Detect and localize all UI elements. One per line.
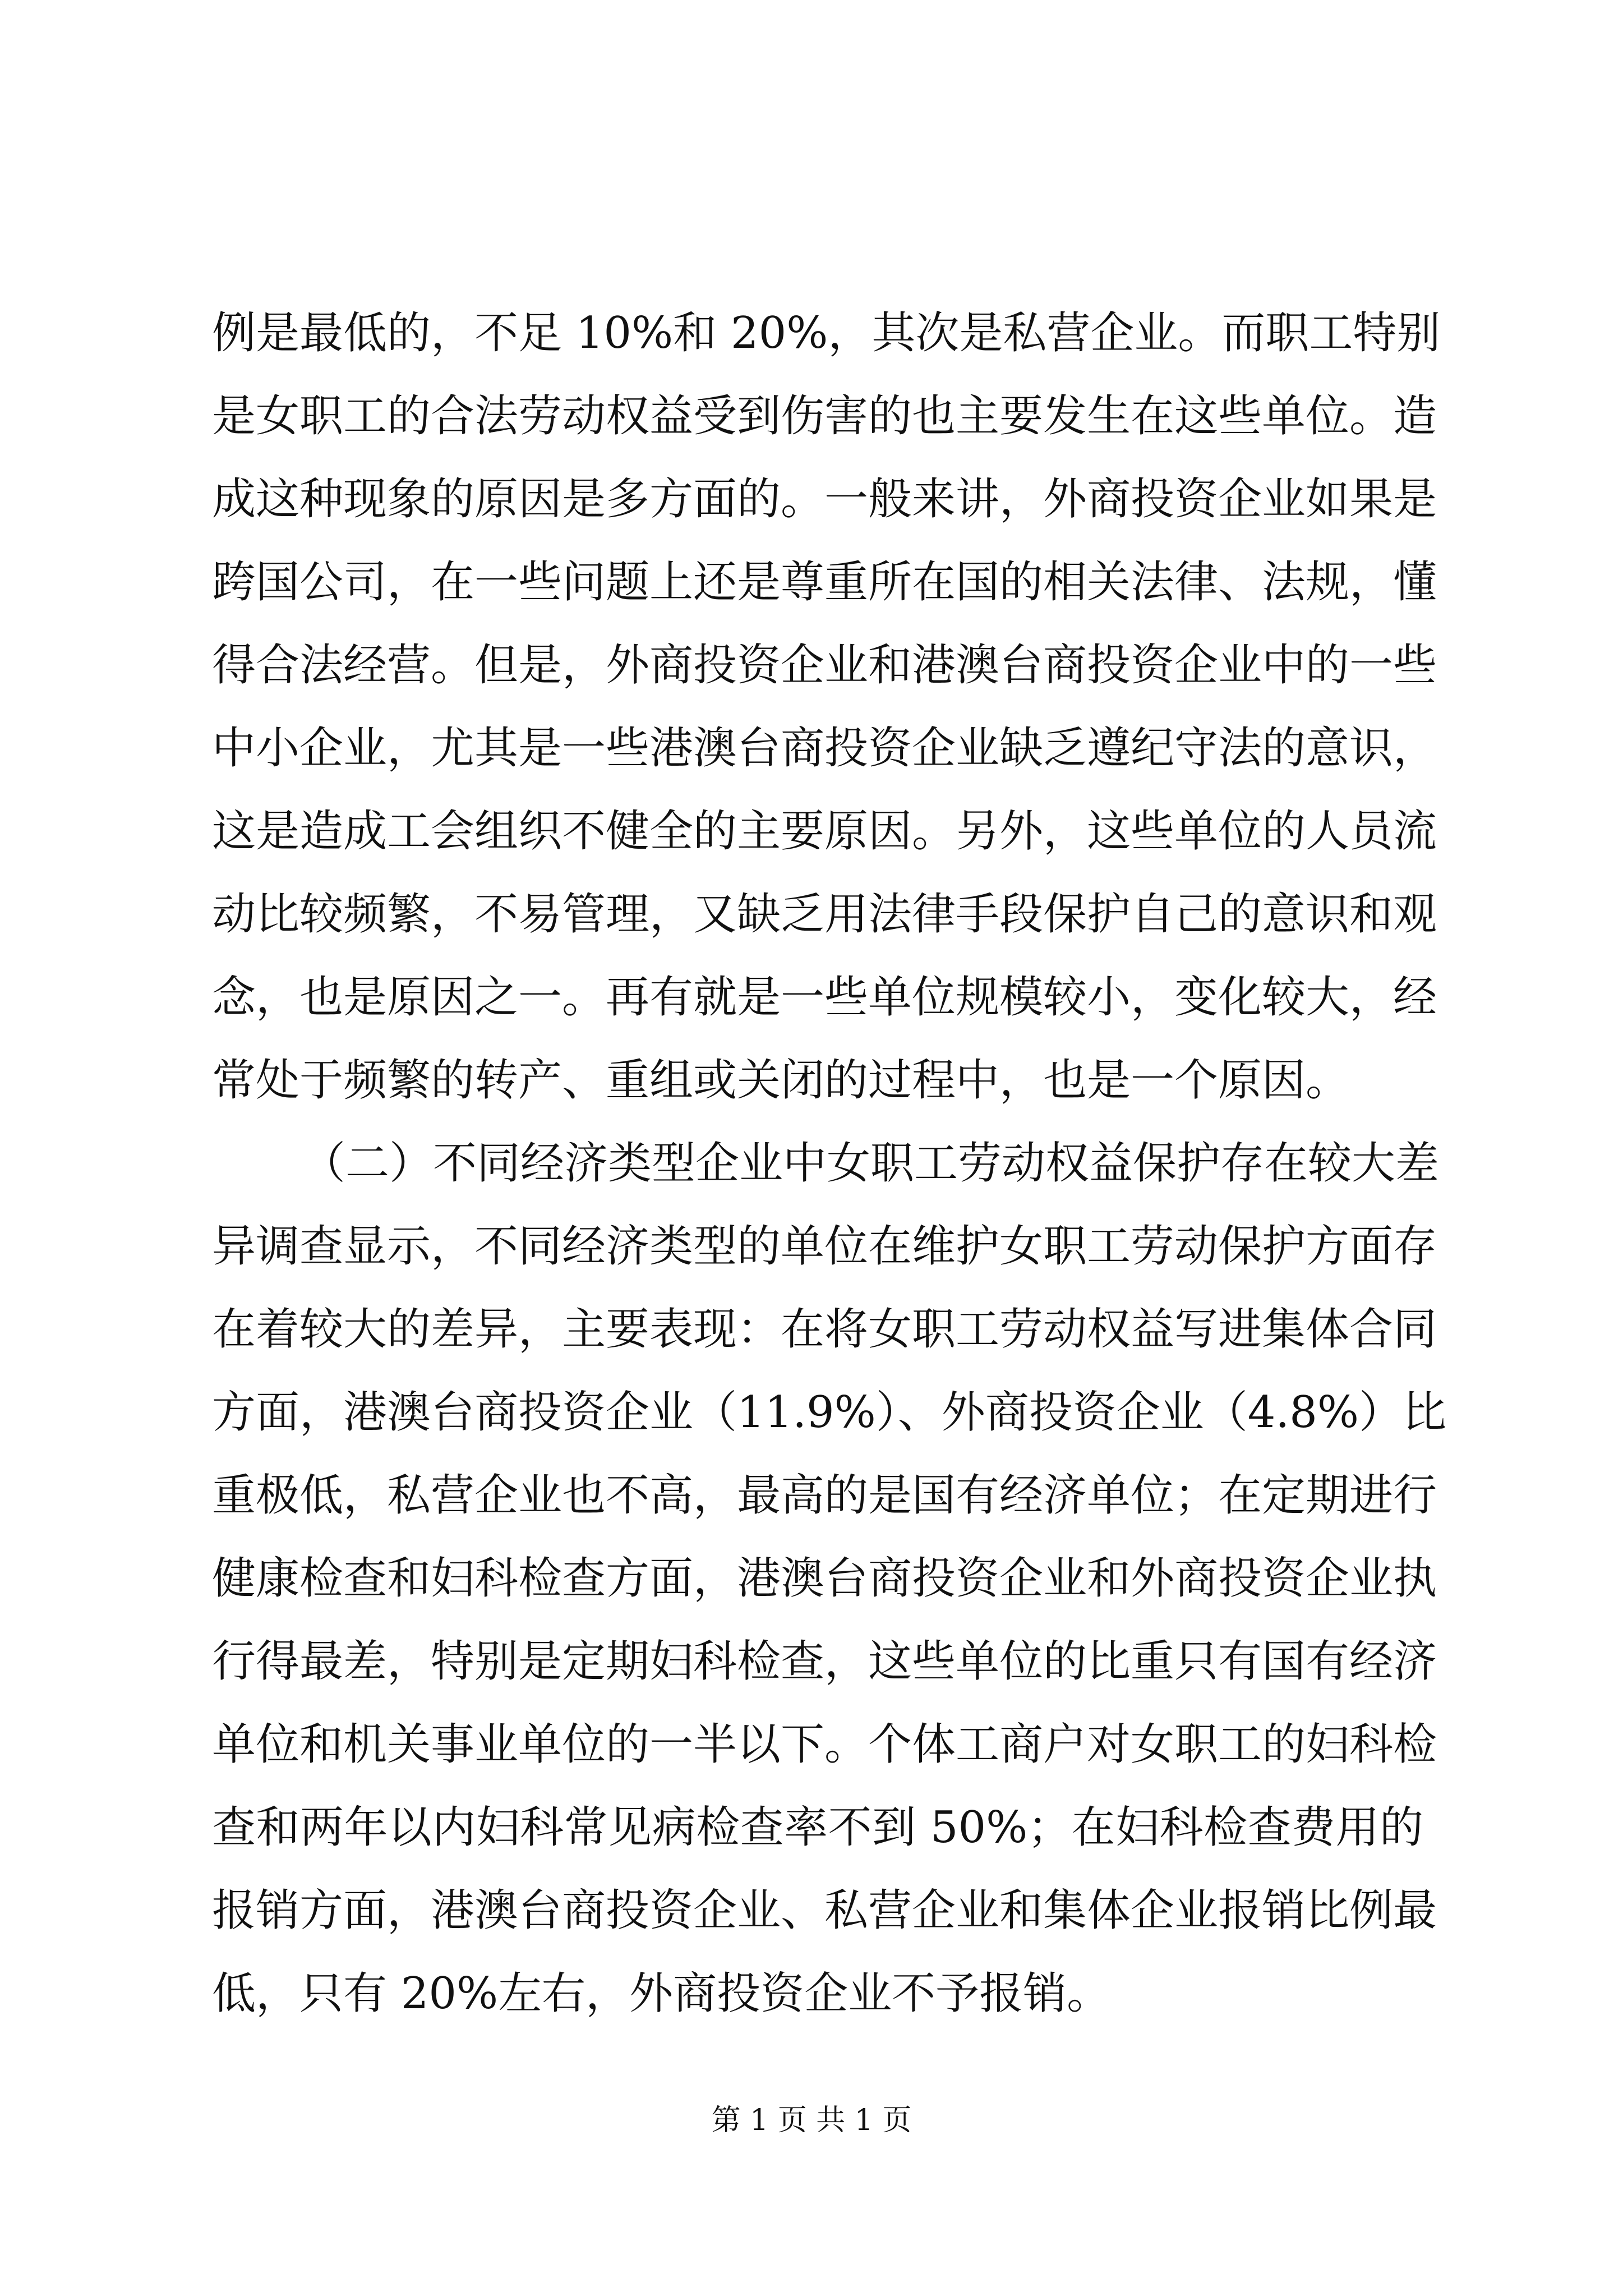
text-line: 跨国公司，在一些问题上还是尊重所在国的相关法律、法规，懂: [212, 557, 1437, 608]
text-line: 得合法经营。但是，外商投资企业和港澳台商投资企业中的一些: [212, 640, 1437, 691]
text-line: 这是造成工会组织不健全的主要原因。另外，这些单位的人员流: [212, 806, 1437, 857]
text-line: 单位和机关事业单位的一半以下。个体工商户对女职工的妇科检: [212, 1719, 1437, 1770]
text-line: 动比较频繁，不易管理，又缺乏用法律手段保护自己的意识和观: [212, 889, 1437, 940]
text-line: 低，只有 20%左右，外商投资企业不予报销。: [212, 1968, 1111, 2019]
text-line: 健康检查和妇科检查方面，港澳台商投资企业和外商投资企业执: [212, 1553, 1437, 1604]
text-line: 在着较大的差异，主要表现：在将女职工劳动权益写进集体合同: [212, 1304, 1437, 1355]
text-line: 报销方面，港澳台商投资企业、私营企业和集体企业报销比例最: [212, 1885, 1437, 1936]
text-line: 常处于频繁的转产、重组或关闭的过程中，也是一个原因。: [212, 1055, 1350, 1106]
text-line: 查和两年以内妇科常见病检查率不到 50%；在妇科检查费用的: [212, 1802, 1423, 1853]
text-line: 异调查显示，不同经济类型的单位在维护女职工劳动保护方面存: [212, 1221, 1437, 1272]
text-line: 是女职工的合法劳动权益受到伤害的也主要发生在这些单位。造: [212, 391, 1437, 441]
text-line: 例是最低的，不足 10%和 20%，其次是私营企业。而职工特别: [212, 308, 1441, 358]
text-line: 重极低，私营企业也不高，最高的是国有经济单位；在定期进行: [212, 1470, 1437, 1521]
section-heading-line: （二）不同经济类型企业中女职工劳动权益保护存在较大差: [302, 1138, 1440, 1189]
text-line: 中小企业，尤其是一些港澳台商投资企业缺乏遵纪守法的意识，: [212, 723, 1437, 774]
text-line: 成这种现象的原因是多方面的。一般来讲，外商投资企业如果是: [212, 474, 1437, 524]
text-line: 念，也是原因之一。再有就是一些单位规模较小，变化较大，经: [212, 972, 1437, 1023]
text-line: 行得最差，特别是定期妇科检查，这些单位的比重只有国有经济: [212, 1636, 1437, 1687]
page-footer: 第 1 页 共 1 页: [711, 2104, 912, 2137]
body-text: [212, 292, 1446, 2035]
text-line: 方面，港澳台商投资企业（11.9%）、外商投资企业（4.8%）比: [212, 1387, 1446, 1438]
